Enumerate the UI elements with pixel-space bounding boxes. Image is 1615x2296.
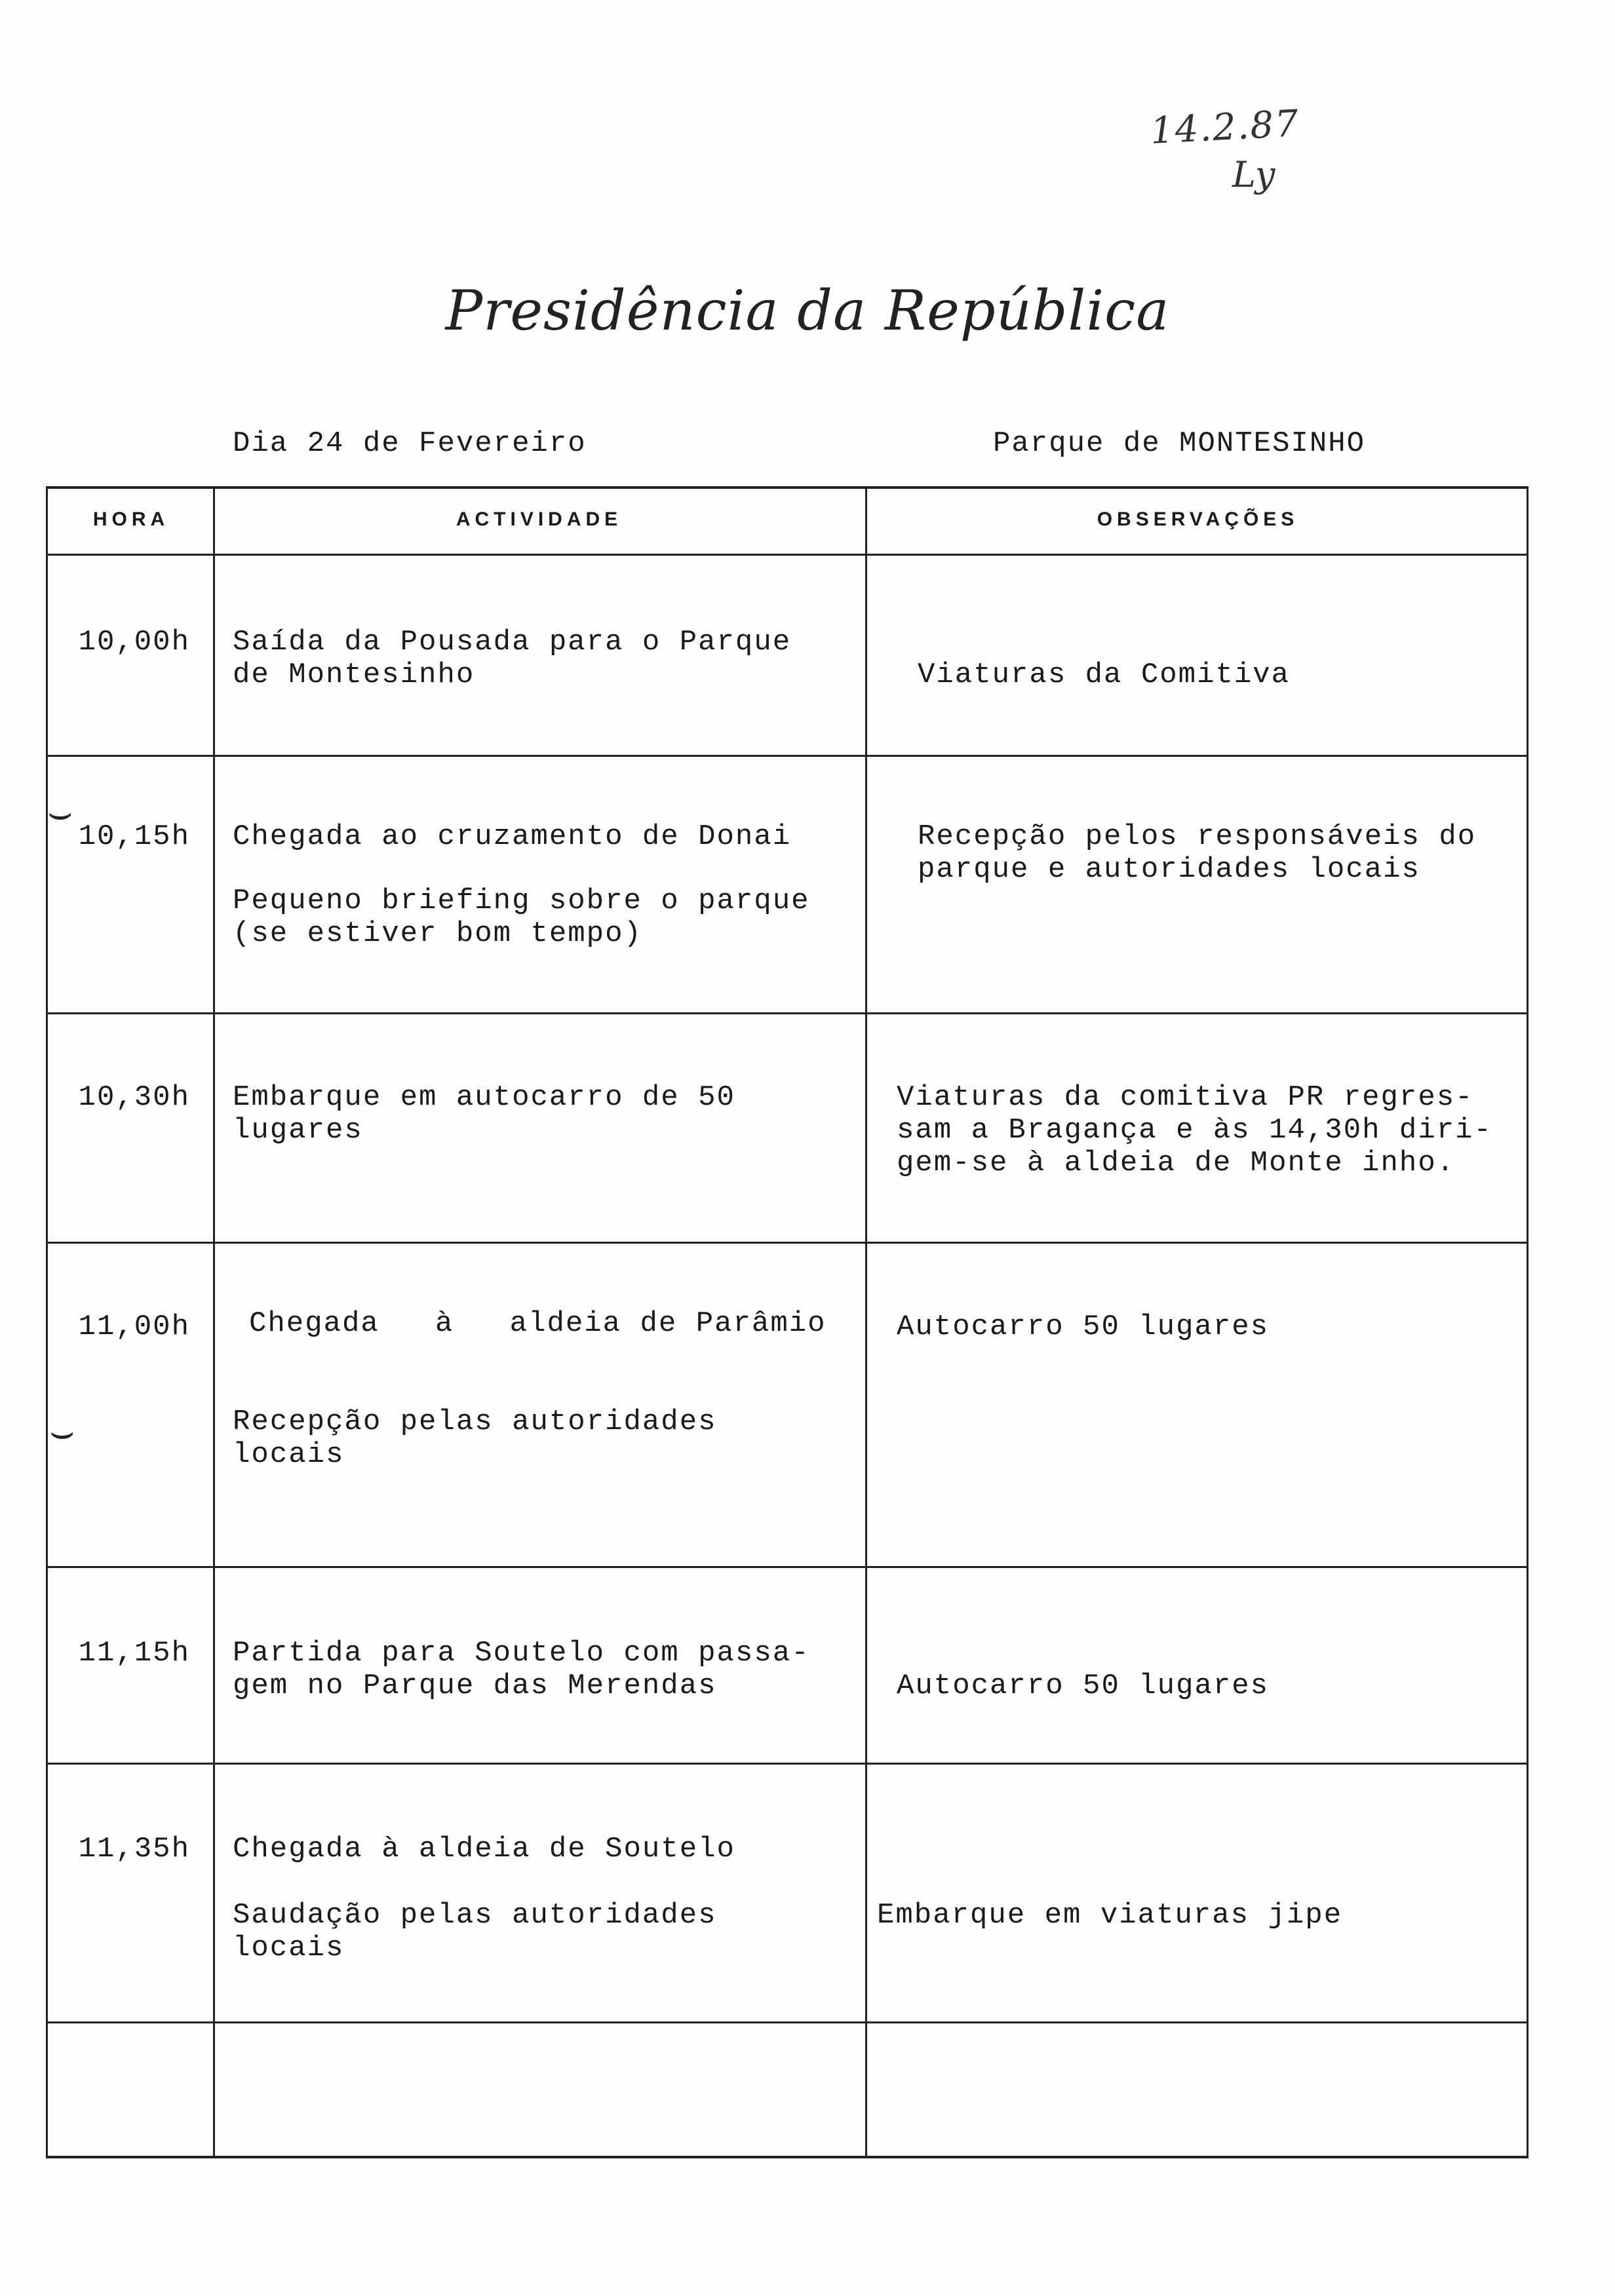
handwritten-date: 14.2.87 [1149, 102, 1301, 153]
row-activity-line: lugares [233, 1114, 363, 1147]
row-divider [46, 554, 1528, 556]
row-activity-line: (se estiver bom tempo) [233, 917, 642, 950]
row-activity-line: Saída da Pousada para o Parque [233, 626, 792, 659]
row-time: 11,00h [78, 1311, 190, 1343]
row-activity-line: locais [233, 1438, 345, 1471]
row-notes-line: parque e autoridades locais [918, 853, 1420, 886]
row-notes-line: Viaturas da comitiva PR regres- [897, 1081, 1474, 1114]
row-activity-line: gem no Parque das Merendas [233, 1670, 717, 1702]
column-divider-1 [213, 486, 215, 2158]
row-activity-line: Chegada à aldeia de Parâmio [249, 1307, 827, 1340]
row-activity-line: Embarque em autocarro de 50 [233, 1081, 735, 1114]
row-divider [46, 1012, 1528, 1014]
row-notes-line: Embarque em viaturas jipe [877, 1899, 1343, 1932]
column-header-observacoes: OBSERVAÇÕES [1097, 508, 1299, 530]
row-divider [46, 1242, 1528, 1244]
margin-bracket-mark: ⌣ [49, 1409, 75, 1455]
row-notes-line: gem-se à aldeia de Monte inho. [897, 1147, 1456, 1179]
row-activity-line: de Montesinho [233, 659, 475, 691]
row-activity-line: Chegada ao cruzamento de Donai [233, 820, 792, 853]
row-activity-line: locais [233, 1932, 345, 1964]
row-activity-line: Recepção pelas autoridades [233, 1406, 717, 1438]
place-label: Parque de MONTESINHO [993, 427, 1366, 460]
row-notes-line: Viaturas da Comitiva [918, 659, 1291, 691]
handwritten-initials: Ly [1232, 154, 1275, 195]
row-time: 11,35h [78, 1833, 190, 1866]
row-notes-line: Autocarro 50 lugares [897, 1670, 1270, 1702]
margin-bracket-mark: ⌣ [47, 790, 73, 835]
column-header-actividade: ACTIVIDADE [456, 508, 623, 530]
row-activity-line: Partida para Soutelo com passa- [233, 1637, 810, 1670]
row-notes-line: sam a Bragança e às 14,30h diri- [897, 1114, 1492, 1147]
row-divider [46, 2021, 1528, 2023]
day-label: Dia 24 de Fevereiro [233, 427, 587, 460]
row-time: 10,15h [78, 820, 190, 853]
row-time: 11,15h [78, 1637, 190, 1670]
row-divider [46, 1566, 1528, 1568]
row-activity-line: Saudação pelas autoridades [233, 1899, 717, 1932]
row-notes-line: Recepção pelos responsáveis do [918, 820, 1477, 853]
row-time: 10,30h [78, 1081, 190, 1114]
row-activity-line: Chegada à aldeia de Soutelo [233, 1833, 735, 1866]
letterhead: Presidência da República [445, 278, 1170, 343]
column-header-hora: HORA [92, 508, 170, 530]
row-divider [46, 755, 1528, 757]
row-divider [46, 1763, 1528, 1765]
row-notes-line: Autocarro 50 lugares [897, 1311, 1270, 1343]
row-activity-line: Pequeno briefing sobre o parque [233, 885, 810, 917]
column-divider-2 [865, 486, 867, 2158]
row-time: 10,00h [78, 626, 190, 659]
